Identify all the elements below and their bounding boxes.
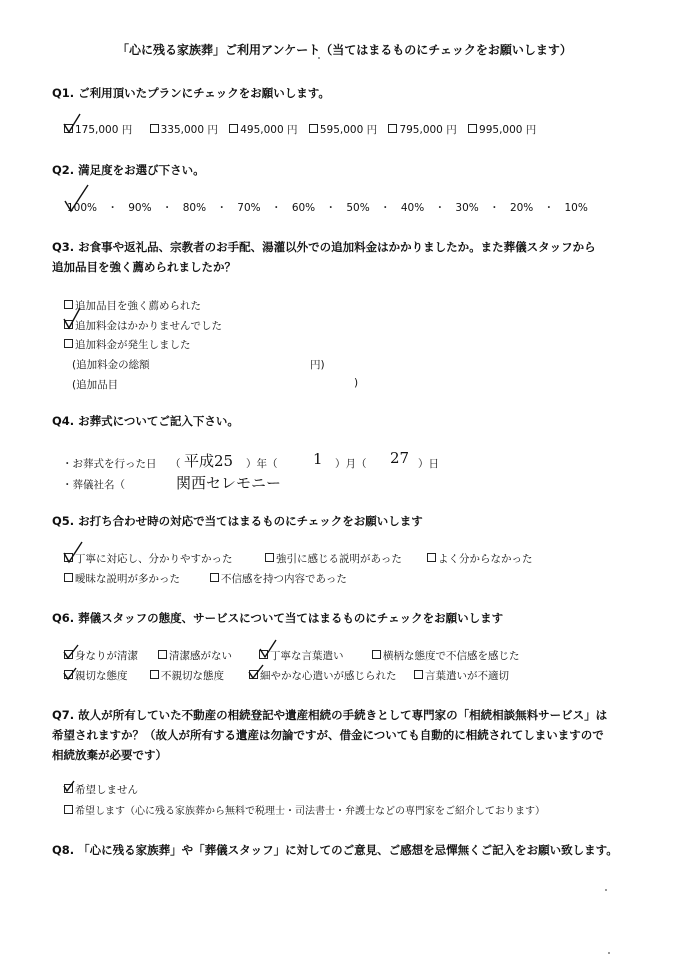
q4-company-name[interactable]: 関西セレモニー [176, 474, 282, 492]
q2-scale: 100% ・ 90% ・ 80% ・ 70% ・ 60% ・ 50% ・ 40% ・ 30% ・ 20% ・ 10% [67, 202, 588, 214]
q2-option-10[interactable]: 10% [564, 202, 588, 214]
q4-day[interactable]: 27 [390, 449, 410, 467]
q4-date-label: ・お葬式を行った日 [62, 458, 157, 470]
checkbox-icon[interactable] [427, 553, 436, 562]
checkbox-icon[interactable] [309, 124, 318, 133]
q5-option-forceful[interactable]: 強引に感じる説明があった [265, 551, 402, 566]
check-mark-icon [62, 112, 82, 134]
checkbox-icon[interactable] [150, 124, 159, 133]
q6-option-kind[interactable]: 親切な態度 [64, 668, 128, 683]
q3-option-no-extra-charge[interactable]: 追加料金はかかりませんでした [64, 318, 222, 333]
q3-option-extra-charge[interactable]: 追加料金が発生しました [64, 337, 191, 352]
q2-option-20[interactable]: 20% [509, 202, 534, 214]
q4-company-label: ・葬儀社名（ [62, 479, 125, 491]
checkbox-icon[interactable] [414, 670, 423, 679]
q1-option-595000[interactable]: 595,000 円 [309, 122, 377, 137]
q1-label: Q1. ご利用頂いたプランにチェックをお願いします。 [52, 86, 330, 100]
q6-option-unkind[interactable]: 不親切な態度 [150, 668, 224, 683]
q2-label: Q2. 満足度をお選び下さい。 [52, 163, 205, 177]
q3-items-close: ) [354, 377, 359, 389]
checkbox-icon[interactable] [229, 124, 238, 133]
q7-label-line1: Q7. 故人が所有していた不動産の相続登記や遺産相続の手続きとして専門家の「相続相談無料サービス」は [52, 708, 608, 722]
checkbox-icon[interactable] [64, 573, 73, 582]
q5-option-unclear[interactable]: よく分からなかった [427, 551, 533, 566]
check-mark-icon [62, 667, 78, 681]
q3-items-label: (追加品目 [72, 379, 119, 391]
survey-title: 「心に残る家族葬」ご利用アンケート（当てはまるものにチェックをお願いします） [117, 43, 572, 57]
q1-option-495000[interactable]: 495,000 円 [229, 122, 297, 137]
scan-speck [608, 952, 610, 954]
q4-date-year-sep: ）年（ [246, 458, 278, 470]
check-mark-icon [62, 306, 82, 330]
q4-month[interactable]: 1 [313, 450, 323, 468]
q2-option-30[interactable]: 30% [455, 202, 479, 214]
check-mark-icon [247, 664, 265, 680]
check-mark-icon [62, 540, 84, 564]
q1-option-795000[interactable]: 795,000 円 [388, 122, 456, 137]
scan-speck [318, 57, 320, 59]
q4-date-day-sep: ）日 [418, 458, 439, 470]
q6-option-clean-appearance[interactable]: 身なりが清潔 [64, 648, 138, 663]
q3-total-unit: 円) [310, 359, 325, 371]
q4-date-open: （ [170, 458, 181, 470]
q8-label: Q8. 「心に残る家族葬」や「葬儀スタッフ」に対してのご意見、ご感想を忌憚無くご記入をお願い致します。 [52, 843, 618, 857]
q2-option-60[interactable]: 60% [291, 202, 316, 214]
q1-option-335000[interactable]: 335,000 円 [150, 122, 218, 137]
q2-option-70[interactable]: 70% [237, 202, 261, 214]
q2-option-80[interactable]: 80% [182, 202, 207, 214]
q3-option-strongly-recommended[interactable]: 追加品目を強く薦められた [64, 298, 201, 313]
scan-speck [605, 889, 607, 891]
q4-label: Q4. お葬式についてご記入下さい。 [52, 414, 239, 428]
checkbox-icon[interactable] [388, 124, 397, 133]
q1-option-995000[interactable]: 995,000 円 [468, 122, 536, 137]
q7-option-no[interactable]: 希望しません [64, 782, 138, 797]
checkbox-icon[interactable] [150, 670, 159, 679]
q5-label: Q5. お打ち合わせ時の対応で当てはまるものにチェックをお願いします [52, 514, 423, 528]
q2-option-100[interactable]: 100% [67, 202, 98, 214]
checkbox-icon[interactable] [210, 573, 219, 582]
q2-option-90[interactable]: 90% [128, 202, 152, 214]
checkbox-icon[interactable] [265, 553, 274, 562]
q3-total-label: (追加料金の総額 [72, 359, 150, 371]
q6-option-unclean[interactable]: 清潔感がない [158, 648, 232, 663]
checkbox-icon[interactable] [468, 124, 477, 133]
checkbox-icon[interactable] [372, 650, 381, 659]
check-mark-icon [62, 780, 76, 794]
checkbox-icon[interactable] [64, 339, 73, 348]
q2-option-50[interactable]: 50% [346, 202, 370, 214]
q3-label-line1: Q3. お食事や返礼品、宗教者のお手配、湯灌以外での追加料金はかかりましたか。また葬儀スタッフから [52, 240, 596, 254]
q4-era-year[interactable]: 平成25 [184, 452, 234, 470]
q2-option-40[interactable]: 40% [400, 202, 425, 214]
q6-option-inappropriate-language[interactable]: 言葉遣いが不適切 [414, 668, 509, 683]
q4-date-month-sep: ）月（ [335, 458, 367, 470]
q1-options [64, 122, 536, 137]
q7-label-line3: 相続放棄が必要です） [52, 748, 167, 762]
check-mark-icon [62, 183, 90, 215]
q7-option-yes[interactable]: 希望します（心に残る家族葬から無料で税理士・司法書士・弁護士などの専門家をご紹介しております） [64, 802, 545, 817]
q3-label-line2: 追加品目を強く薦められましたか？ [52, 260, 236, 274]
q5-option-polite-clear[interactable]: 丁寧に対応し、分かりやすかった [64, 551, 233, 566]
q6-label: Q6. 葬儀スタッフの態度、サービスについて当てはまるものにチェックをお願いします [52, 611, 504, 625]
q6-option-attentive[interactable]: 細やかな心遣いが感じられた [249, 668, 397, 683]
check-mark-icon [62, 644, 80, 660]
checkbox-icon[interactable] [64, 805, 73, 814]
checkbox-icon[interactable] [158, 650, 167, 659]
q6-option-polite-language[interactable]: 丁寧な言葉遣い [259, 648, 344, 663]
q5-option-vague[interactable]: 曖昧な説明が多かった [64, 571, 180, 586]
q6-option-arrogant[interactable]: 横柄な態度で不信感を感じた [372, 648, 520, 663]
q5-option-distrust[interactable]: 不信感を持つ内容であった [210, 571, 347, 586]
q7-label-line2: 希望されますか？（故人が所有する遺産は勿論ですが、借金についても自動的に相続されてしまいますので [52, 728, 604, 742]
check-mark-icon [258, 639, 278, 659]
q1-option-175000[interactable]: 175,000 円 [64, 122, 132, 137]
